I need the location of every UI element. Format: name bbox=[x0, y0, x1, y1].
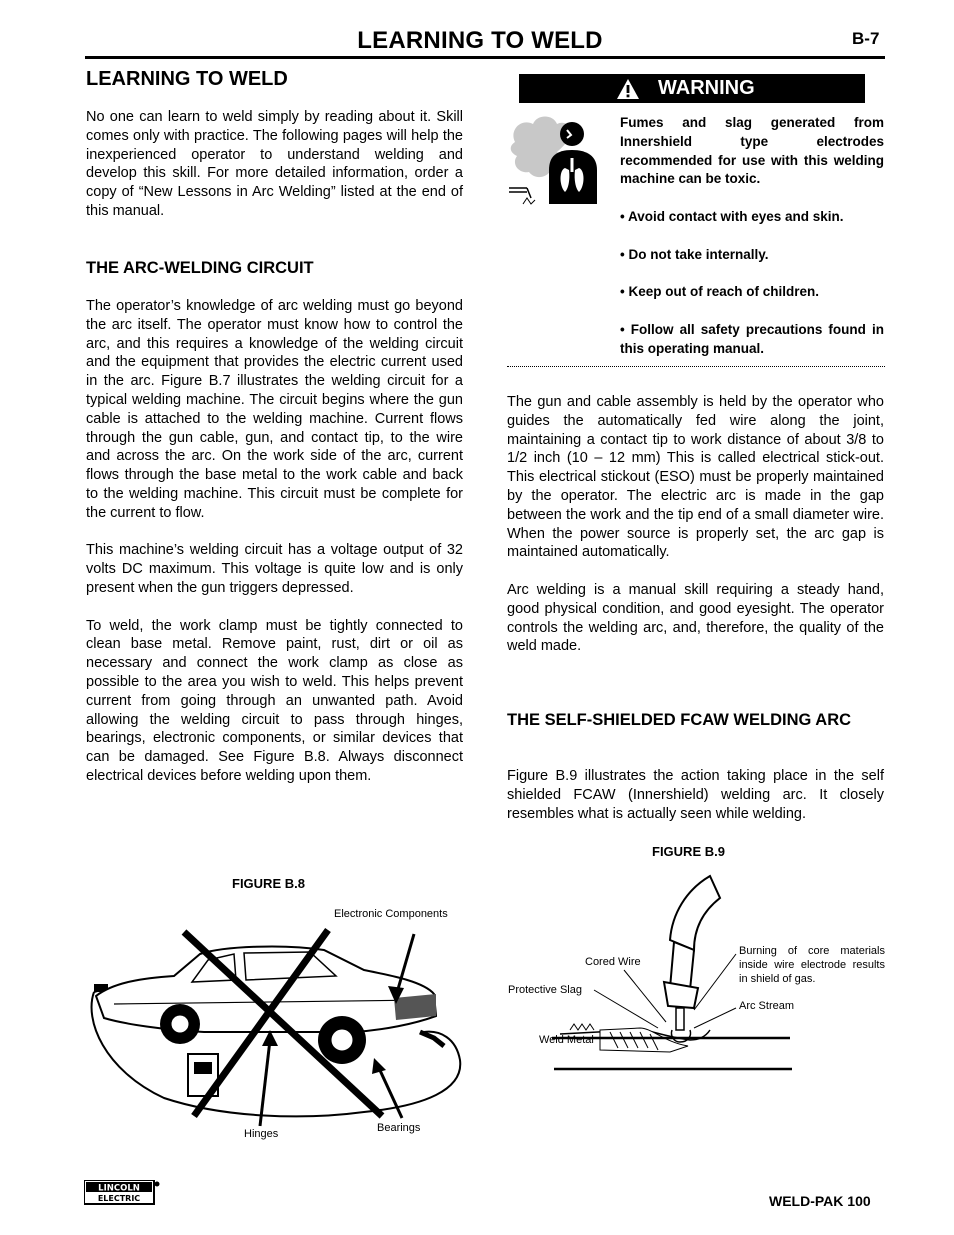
header-rule bbox=[85, 56, 885, 59]
gun-paragraph: The gun and cable assembly is held by the operator who guides the automatically fed wire along the joint, maintaining a contact tip to work distance of about 3/8 to 1/2 inch (10 – 12 mm) This is called electrical stick-out. This electrical stickout (ESO) must be properly maintained by the operator. The electric arc is made in the gap between the work and the tip end of a small diameter wire. When the power source is properly set, the arc gap is maintained automatically. bbox=[507, 394, 884, 561]
logo-bottom-text: ELECTRIC bbox=[97, 1194, 141, 1203]
figure-b8-caption: FIGURE B.8 bbox=[232, 876, 305, 891]
label-bearings: Bearings bbox=[377, 1122, 421, 1134]
label-arc-stream: Arc Stream bbox=[739, 1000, 795, 1012]
section-title: LEARNING TO WELD bbox=[86, 68, 288, 90]
label-weld-metal: Weld Metal bbox=[539, 1034, 594, 1046]
warning-text-block bbox=[620, 114, 884, 377]
lincoln-electric-logo bbox=[84, 1180, 160, 1206]
arc-circuit-body bbox=[86, 297, 463, 805]
arc-paragraph-2: This machine’s welding circuit has a voltage output of 32 volts DC maximum. This voltage is quite low and is only present when the gun triggers depressed. bbox=[86, 542, 463, 596]
figure-b9-arc-illustration bbox=[540, 870, 800, 1075]
skill-paragraph: Arc welding is a manual skill requiring a steady hand, good physical condition, and good eyesight. The operator controls the welding arc, and, therefore, the quality of the weld made. bbox=[507, 581, 884, 655]
figure-b9-caption: FIGURE B.9 bbox=[652, 844, 725, 859]
warning-triangle-icon bbox=[616, 78, 640, 100]
fcaw-paragraph: Figure B.9 illustrates the action taking place in the self shielded FCAW (Innershield) welding arc. It closely resembles what is actually seen while welding. bbox=[507, 768, 884, 822]
label-electronic-components: Electronic Components bbox=[334, 908, 448, 920]
warning-label: WARNING bbox=[658, 77, 755, 99]
label-protective-slag: Protective Slag bbox=[508, 984, 582, 996]
intro-text: No one can learn to weld simply by reading about it. Skill comes only with practice. The following pages will help the inexperienced operator to understand welding and develop this skill. For more detailed information, order a copy of “New Lessons in Arc Welding” listed at the end of this manual. bbox=[86, 109, 463, 219]
warning-bullet: • Keep out of reach of children. bbox=[620, 284, 819, 300]
fcaw-body bbox=[507, 767, 884, 842]
toxic-fumes-icon bbox=[507, 112, 617, 212]
warning-bullet: • Avoid contact with eyes and skin. bbox=[620, 208, 844, 224]
intro-paragraph bbox=[86, 108, 463, 240]
warning-banner bbox=[519, 74, 865, 103]
product-name: WELD-PAK 100 bbox=[769, 1193, 871, 1209]
arc-paragraph-3: To weld, the work clamp must be tightly connected to clean base metal. Remove paint, rust, dirt or oil as necessary and connect the work clamp as close as possible to the area you wish to weld. This helps prevent current from going through an unwanted path. Avoid allowing the welding circuit to pass through hinges, bearings, electronic components, or similar devices that can be damaged. See Figure B.8. Always disconnect electrical devices before welding upon them. bbox=[86, 617, 463, 784]
right-body bbox=[507, 393, 884, 675]
label-burning-core: Burning of core materials inside wire electrode results in shield of gas. bbox=[739, 945, 885, 985]
arc-circuit-heading: THE ARC-WELDING CIRCUIT bbox=[86, 259, 314, 277]
figure-b8-car-illustration bbox=[84, 920, 474, 1130]
warning-text: Fumes and slag generated from Innershield type electrodes recommended for use with this welding machine can be toxic. bbox=[620, 115, 884, 187]
label-cored-wire: Cored Wire bbox=[585, 956, 641, 968]
logo-top-text: LINCOLN bbox=[98, 1183, 140, 1194]
warning-bullet: • Do not take internally. bbox=[620, 246, 769, 262]
page-header-title: LEARNING TO WELD bbox=[357, 27, 603, 54]
arc-paragraph-1: The operator’s knowledge of arc welding must go beyond the arc itself. The operator must know how to control the arc, and this requires a knowledge of the welding circuit and the equipment that provides the electric current used in the arc. Figure B.7 illustrates the welding circuit for a typical welding machine. The circuit begins where the gun cable is attached to the welding machine. Current flows through the gun cable, gun, and contact tip, to the wire and across the arc. On the work side of the arc, current flows through the base metal to the work cable and back to the welding machine. This circuit must be complete for the current to flow. bbox=[86, 298, 463, 521]
label-hinges: Hinges bbox=[244, 1128, 279, 1140]
warning-bullet: • Follow all safety precautions found in this operating manual. bbox=[620, 321, 884, 356]
warning-divider bbox=[507, 366, 885, 367]
fcaw-heading: THE SELF-SHIELDED FCAW WELDING ARC bbox=[507, 711, 852, 729]
page-number: B-7 bbox=[852, 29, 880, 48]
